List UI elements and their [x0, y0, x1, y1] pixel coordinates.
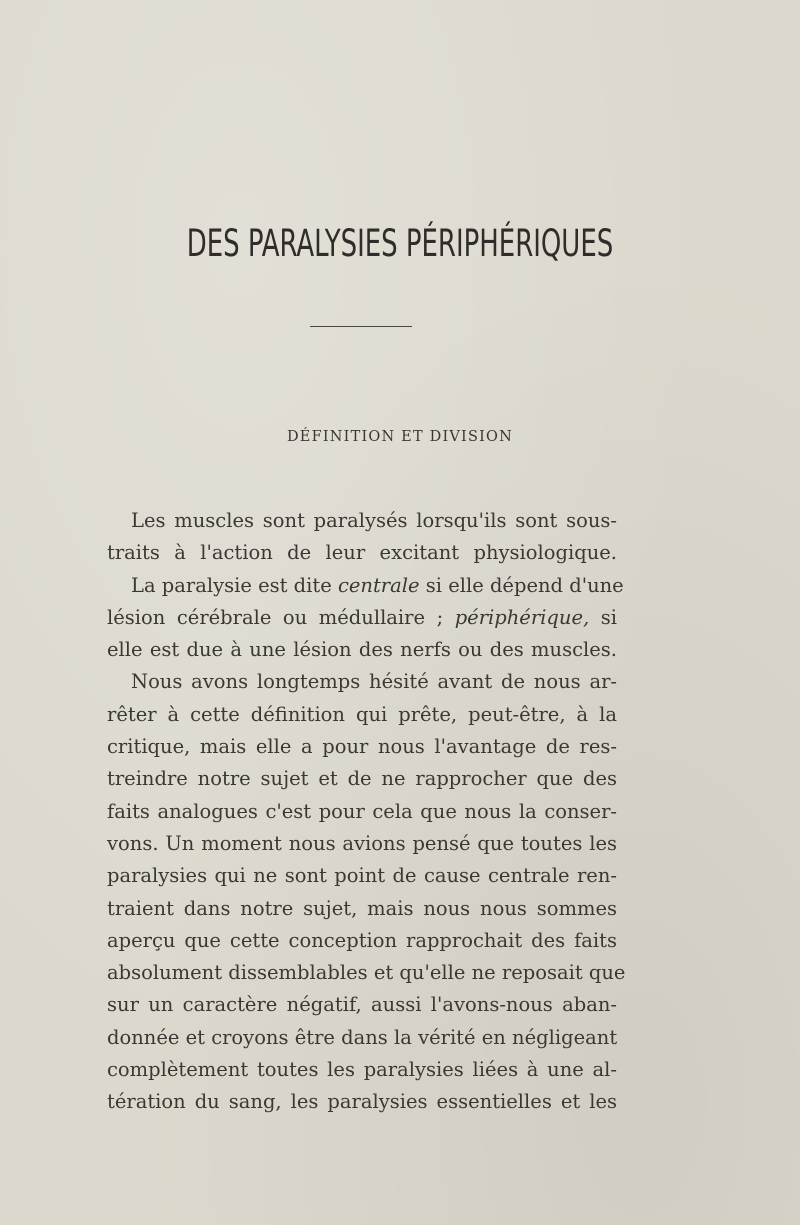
body-text: [107, 505, 626, 1119]
text-line: aperçu que cette conception rapprochait des faits: [107, 928, 617, 952]
italic-term: centrale: [337, 573, 420, 597]
text-line: paralysies qui ne sont point de cause centrale ren-: [107, 864, 617, 888]
text-line: donnée et croyons être dans la vérité en négligeant: [107, 1025, 618, 1049]
text-line: critique, mais elle a pour nous l'avantage de res-: [107, 735, 617, 759]
text-line: rêter à cette définition qui prête, peut-être, à la: [107, 702, 617, 726]
text-line: traits à l'action de leur excitant physiologique.: [107, 541, 617, 565]
text-line: sur un caractère négatif, aussi l'avons-nous aban-: [107, 993, 617, 1017]
text-line: Les muscles sont paralysés lorsqu'ils sont sous-: [131, 509, 617, 532]
text-line: treindre notre sujet et de ne rapprocher que des: [107, 767, 617, 791]
text-line: absolument dissemblables et qu'elle ne reposait que: [107, 961, 626, 985]
text-line: lésion cérébrale ou médullaire ; périphérique, si: [107, 605, 617, 629]
italic-term: périphérique,: [454, 605, 590, 629]
title-divider: [310, 326, 412, 327]
text-line: tération du sang, les paralysies essentielles et les: [107, 1090, 617, 1114]
section-subtitle: DÉFINITION ET DIVISION: [286, 429, 514, 445]
text-line: complètement toutes les paralysies liées à une al-: [107, 1058, 617, 1082]
text-line: elle est due à une lésion des nerfs ou des muscles.: [107, 638, 617, 662]
chapter-title: DES PARALYSIES PÉRIPHÉRIQUES: [186, 222, 614, 265]
text-line: La paralysie est dite centrale si elle dépend d'une: [131, 573, 624, 597]
text-line: faits analogues c'est pour cela que nous la conser-: [107, 799, 617, 823]
text-line: vons. Un moment nous avions pensé que toutes les: [107, 831, 617, 855]
text-line: Nous avons longtemps hésité avant de nous ar-: [131, 670, 617, 694]
text-line: traient dans notre sujet, mais nous nous sommes: [107, 896, 617, 920]
